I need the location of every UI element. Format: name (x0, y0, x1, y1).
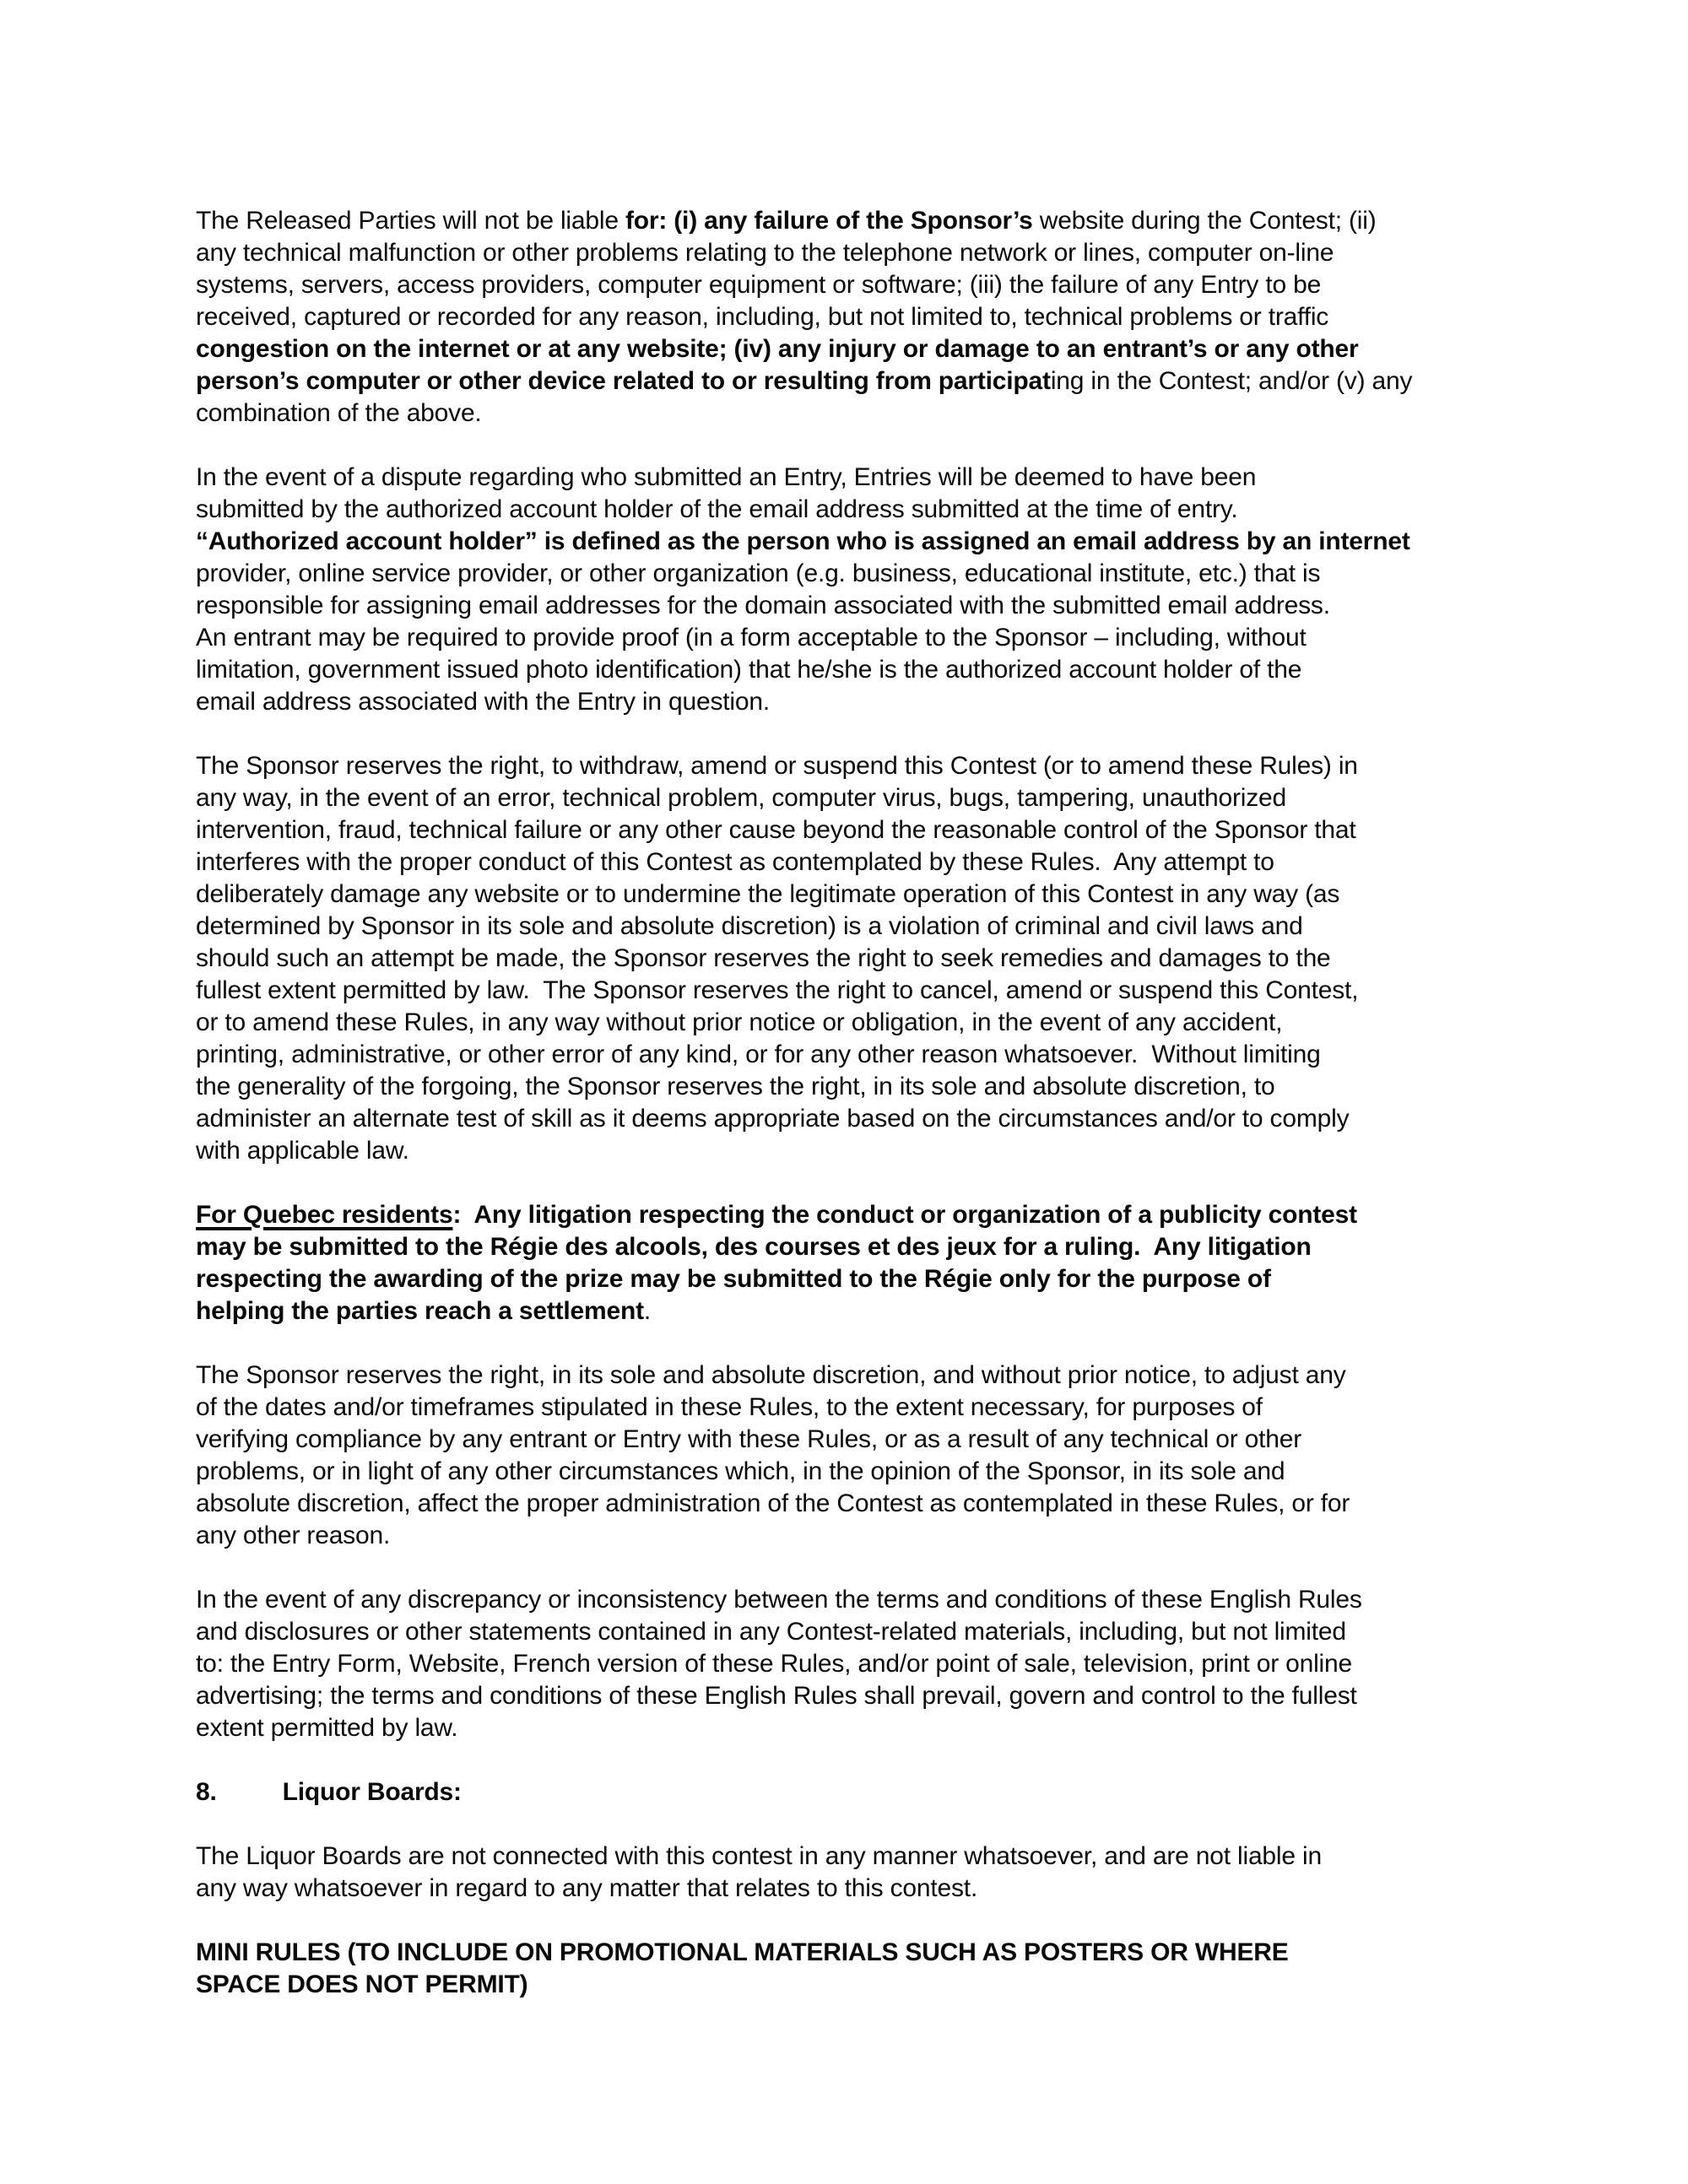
text-line (196, 1937, 1512, 1969)
text-line (196, 269, 1512, 301)
text-run: extent permitted by law. (196, 1714, 458, 1742)
text-line (196, 397, 1512, 430)
heading-mini-rules (196, 1937, 1512, 2001)
text-line (196, 686, 1512, 718)
text-line (196, 1488, 1512, 1520)
text-line (196, 1199, 1512, 1231)
underlined-text-run: For Quebec residents (196, 1201, 453, 1229)
text-run: provider, online service provider, or other organization (e.g. business, educational institute, etc.) that is (196, 560, 1321, 587)
text-run: or to amend these Rules, in any way without prior notice or obligation, in the event of any accident, (196, 1008, 1283, 1036)
text-line (196, 1039, 1512, 1071)
text-run: for: (i) any failure of the Sponsor’s (625, 207, 1033, 235)
text-run: may be submitted to the Régie des alcools, des courses et des jeux for a ruling. Any litigation (196, 1233, 1312, 1261)
text-line (196, 1456, 1512, 1488)
text-line (196, 975, 1512, 1007)
paragraph-english-rules-prevail (196, 1584, 1512, 1744)
text-run: with applicable law. (196, 1137, 409, 1165)
text-run: combination of the above. (196, 399, 482, 427)
text-run: deliberately damage any website or to undermine the legitimate operation of this Contest in any way (as (196, 880, 1340, 908)
text-run: limitation, government issued photo identification) that he/she is the authorized account holder of the (196, 656, 1302, 684)
text-run: any other reason. (196, 1522, 391, 1549)
text-line (196, 1841, 1512, 1873)
text-run: problems, or in light of any other circumstances which, in the opinion of the Sponsor, in its sole and (196, 1457, 1285, 1485)
text-run: fullest extent permitted by law. The Sponsor reserves the right to cancel, amend or suspend this Contest, (196, 976, 1359, 1004)
text-run: MINI RULES (TO INCLUDE ON PROMOTIONAL MATERIALS SUCH AS POSTERS OR WHERE (196, 1938, 1289, 1966)
text-line (196, 1520, 1512, 1552)
text-run: In the event of a dispute regarding who submitted an Entry, Entries will be deemed to have been (196, 463, 1257, 491)
text-run: ing in the Contest; and/or (v) any (1050, 367, 1413, 395)
text-run: The Sponsor reserves the right, to withdraw, amend or suspend this Contest (or to amend these Rules) in (196, 752, 1358, 780)
text-run: person’s computer or other device related to or resulting from participat (196, 367, 1051, 395)
text-line (196, 205, 1512, 237)
text-line (196, 333, 1512, 365)
text-run: The Released Parties will not be liable (196, 207, 625, 235)
text-line (196, 654, 1512, 686)
text-run: respecting the awarding of the prize may be submitted to the Régie only for the purpose of (196, 1265, 1271, 1293)
text-run: absolute discretion, affect the proper administration of the Contest as contemplated in these Rules, or for (196, 1489, 1350, 1517)
text-run: An entrant may be required to provide proof (in a form acceptable to the Sponsor – including, without (196, 624, 1307, 651)
text-run: : Any litigation respecting the conduct or organization of a publicity contest (452, 1201, 1357, 1229)
text-line (196, 750, 1512, 782)
text-run: . (643, 1297, 652, 1325)
text-run: should such an attempt be made, the Sponsor reserves the right to seek remedies and damages to the (196, 944, 1331, 972)
paragraph-sponsor-adjust-dates (196, 1360, 1512, 1552)
text-run: received, captured or recorded for any reason, including, but not limited to, technical problems or traffic (196, 303, 1329, 331)
text-run: responsible for assigning email addresses for the domain associated with the submitted email address. (196, 592, 1330, 619)
text-line (196, 1873, 1512, 1905)
text-line (196, 1007, 1512, 1039)
text-run: of the dates and/or timeframes stipulated in these Rules, to the extent necessary, for purposes of (196, 1393, 1263, 1421)
text-line (196, 1103, 1512, 1135)
text-run: SPACE DOES NOT PERMIT) (196, 1970, 528, 1998)
text-line (196, 1295, 1512, 1327)
text-run: intervention, fraud, technical failure or any other cause beyond the reasonable control of the Sponsor that (196, 816, 1356, 844)
text-line (196, 1360, 1512, 1392)
text-run: any technical malfunction or other problems relating to the telephone network or lines, computer on-line (196, 239, 1334, 267)
text-line (196, 558, 1512, 590)
text-run: The Sponsor reserves the right, in its sole and absolute discretion, and without prior notice, to adjust any (196, 1361, 1346, 1389)
text-line (196, 1584, 1512, 1616)
text-line (196, 1135, 1512, 1167)
heading-liquor-boards (196, 1776, 1512, 1808)
text-line (196, 1424, 1512, 1456)
text-line (196, 1263, 1512, 1295)
text-line (196, 814, 1512, 846)
paragraph-sponsor-right-to-withdraw (196, 750, 1512, 1167)
text-line (196, 1712, 1512, 1744)
text-line (196, 622, 1512, 654)
text-run: “Authorized account holder” is defined as the person who is assigned an email address by an internet (196, 527, 1410, 555)
text-line (196, 237, 1512, 269)
text-run: administer an alternate test of skill as it deems appropriate based on the circumstances and/or to comply (196, 1105, 1350, 1133)
text-run: verifying compliance by any entrant or Entry with these Rules, or as a result of any technical or other (196, 1425, 1302, 1453)
text-run: printing, administrative, or other error of any kind, or for any other reason whatsoever. Without limiting (196, 1041, 1321, 1068)
paragraph-released-parties-liability (196, 205, 1512, 430)
text-run: The Liquor Boards are not connected with this contest in any manner whatsoever, and are not liable in (196, 1842, 1322, 1870)
text-run: determined by Sponsor in its sole and absolute discretion) is a violation of criminal and civil laws and (196, 912, 1303, 940)
text-run: Liquor Boards: (282, 1778, 462, 1806)
text-run: to: the Entry Form, Website, French version of these Rules, and/or point of sale, television, print or online (196, 1650, 1352, 1678)
text-run: 8. (196, 1778, 217, 1806)
paragraph-liquor-boards-body (196, 1841, 1512, 1905)
text-run: website during the Contest; (ii) (1032, 207, 1377, 235)
text-run: systems, servers, access providers, computer equipment or software; (iii) the failure of any Entry to be (196, 271, 1322, 299)
text-run: interferes with the proper conduct of this Contest as contemplated by these Rules. Any attempt to (196, 848, 1274, 876)
text-run: congestion on the internet or at any website; (iv) any injury or damage to an entrant’s or any other (196, 335, 1359, 363)
text-line (196, 1231, 1512, 1263)
text-line (196, 526, 1512, 558)
text-line (196, 365, 1512, 397)
text-run: and disclosures or other statements contained in any Contest-related materials, including, but not limited (196, 1618, 1346, 1646)
text-line (196, 1680, 1512, 1712)
text-line (196, 1071, 1512, 1103)
text-run: any way, in the event of an error, technical problem, computer virus, bugs, tampering, unauthorized (196, 784, 1287, 812)
text-line (196, 911, 1512, 943)
text-line (196, 1392, 1512, 1424)
text-run: advertising; the terms and conditions of these English Rules shall prevail, govern and control to the fullest (196, 1682, 1357, 1710)
text-run: helping the parties reach a settlement (196, 1297, 644, 1325)
text-line (196, 301, 1512, 333)
text-run: submitted by the authorized account holder of the email address submitted at the time of entry. (196, 495, 1238, 523)
text-line (196, 782, 1512, 814)
text-run: any way whatsoever in regard to any matter that relates to this contest. (196, 1874, 978, 1902)
text-line (196, 462, 1512, 494)
text-line (196, 494, 1512, 526)
text-line (196, 878, 1512, 911)
text-line (196, 590, 1512, 622)
text-line (196, 1776, 1512, 1808)
text-line (196, 1616, 1512, 1648)
text-line (196, 1969, 1512, 2001)
paragraph-dispute-authorized-account-holder (196, 462, 1512, 718)
document-body (196, 205, 1512, 2033)
text-line (196, 1648, 1512, 1680)
text-run: In the event of any discrepancy or inconsistency between the terms and conditions of these English Rules (196, 1586, 1362, 1614)
text-run: email address associated with the Entry in question. (196, 688, 770, 716)
text-run: the generality of the forgoing, the Sponsor reserves the right, in its sole and absolute discretion, to (196, 1073, 1275, 1100)
text-line (196, 943, 1512, 975)
text-line (196, 846, 1512, 878)
paragraph-quebec-residents (196, 1199, 1512, 1327)
